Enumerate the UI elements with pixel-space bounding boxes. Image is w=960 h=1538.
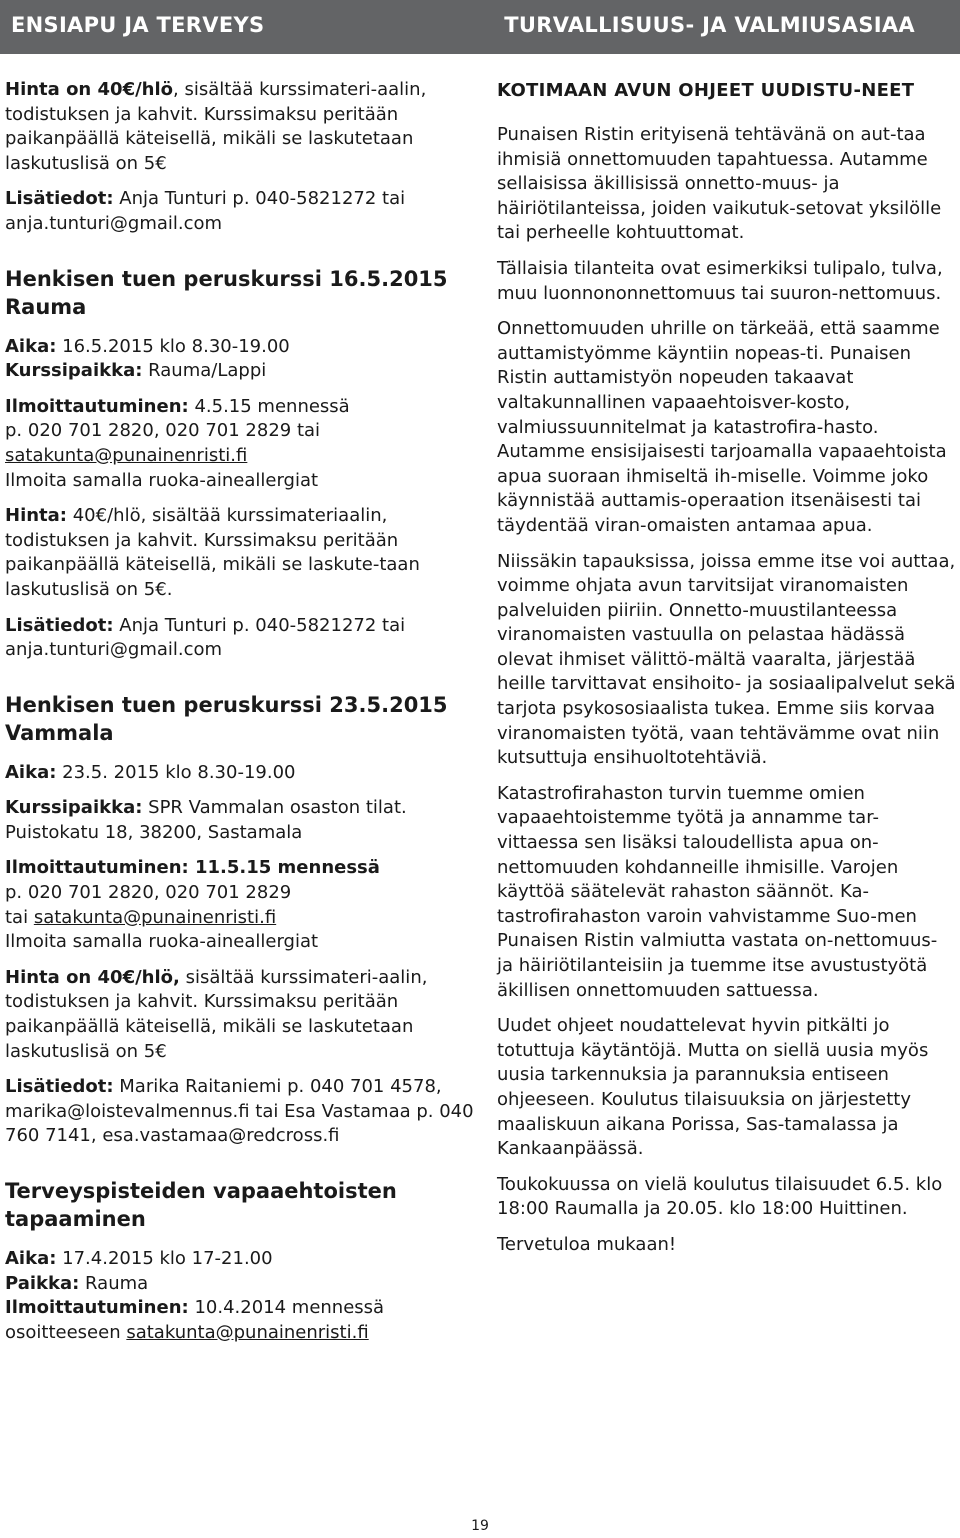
- course1-info-value: Anja Tunturi p. 040-5821272 tai anja.tunturi@gmail.com: [5, 614, 406, 661]
- course1-allergy-note: Ilmoita samalla ruoka-aineallergiat: [5, 469, 319, 491]
- course1-place: [5, 359, 475, 384]
- meeting-email-link[interactable]: satakunta@punainenristi.fi: [126, 1321, 369, 1343]
- section-title-left: ENSIAPU JA TERVEYS: [11, 13, 265, 37]
- article-paragraph-2: Tällaisia tilanteita ovat esimerkiksi tulipalo, tulva, muu luonnononnettomuus tai suuron-nettomuus.: [497, 257, 943, 304]
- course2-price-value: sisältää kurssimateri-aalin, todistuksen ja kahvit. Kurssimaksu peritään paikanpäällä käteisellä, mikäli se laskutetaan laskutuslisä on 5€: [5, 966, 428, 1062]
- course1-price-value: 40€/hlö, sisältää kurssimateriaalin, todistuksen ja kahvit. Kurssimaksu peritään paikanpäällä käteisellä, mikäli se laskute-taan laskutuslisä on 5€.: [5, 505, 420, 600]
- intro-info: [5, 187, 475, 236]
- meeting-address: [5, 1321, 475, 1346]
- intro-price-text: , sisältää kurssimateri-aalin, todistuksen ja kahvit. Kurssimaksu peritään paikanpäällä käteisellä, mikäli se laskutetaan laskutuslisä on 5€: [5, 79, 427, 174]
- course2-time: [5, 761, 475, 786]
- course2-reg-email-link[interactable]: satakunta@punainenristi.fi: [33, 906, 277, 928]
- article-paragraph-5: Katastrofirahaston turvin tuemme omien vapaaehtoistemme työtä ja annamme tar-vittaessa sen lisäksi taloudellista apua on-nettomuuden kohdanneille ihmisille. Varojen käyttöä säätelevät rahaston säännöt. Ka-tastrofirahaston varoin vahvistamme Suo-men Punaisen Ristin valmiutta vastata on-nettomuus- ja häiriötilanteisiin ja tuemme itse avustustyötä äkillisen onnettomuuden sattuessa.: [497, 782, 938, 1001]
- course1-title: Henkisen tuen peruskurssi 16.5.2015 Rauma: [5, 266, 448, 319]
- course1-time-value: 16.5.2015 klo 8.30-19.00: [62, 335, 290, 357]
- course1-reg-label: Ilmoittautuminen:: [5, 395, 189, 417]
- course1-time-label: Aika:: [5, 335, 57, 357]
- course1-reg-phone: p. 020 701 2820, 020 701 2829 tai: [5, 420, 321, 442]
- course1-registration: [5, 395, 475, 420]
- article-heading: KOTIMAAN AVUN OHJEET UUDISTU-NEET: [497, 80, 915, 101]
- course1-info: [5, 614, 475, 663]
- course1-place-label: Kurssipaikka:: [5, 360, 143, 382]
- course1-reg-email-row: [5, 444, 475, 469]
- course1-time: [5, 335, 475, 360]
- course2-info: [5, 1075, 475, 1149]
- meeting-place: [5, 1272, 475, 1297]
- course1-place-value: Rauma/Lappi: [148, 360, 267, 382]
- intro-info-label: Lisätiedot:: [5, 188, 114, 210]
- course2-title: Henkisen tuen peruskurssi 23.5.2015 Vammala: [5, 692, 448, 745]
- meeting-place-value: Rauma: [85, 1272, 149, 1294]
- article-paragraph-1: Punaisen Ristin erityisenä tehtävänä on aut-taa ihmisiä onnettomuuden tapahtuessa. Autamme sellaisissa äkillisissä onnetto-muus- ja häiriötilanteissa, joiden vaikutuk-setovat yksilölle tai perheelle kohtuuttomat.: [497, 124, 942, 244]
- article-paragraph-8: Tervetuloa mukaan!: [497, 1233, 677, 1255]
- course2-reg-phone: p. 020 701 2820, 020 701 2829: [5, 882, 292, 904]
- intro-price: [5, 78, 475, 176]
- meeting-registration: [5, 1296, 475, 1321]
- page-number: 19: [471, 1518, 489, 1534]
- course2-reg-email-row: [5, 906, 475, 931]
- meeting-reg-value: 10.4.2014 mennessä: [194, 1297, 385, 1319]
- article-paragraph-3: Onnettomuuden uhrille on tärkeää, että saamme auttamistyömme käyntiin nopeas-ti. Punaisen Ristin auttamistyön nopeuden takaavat valtakunnallinen vapaaehtoisver-kosto, valmiussuunnitelmat ja katastrofira-hasto. Autamme ensisijaisesti tarjoamalla vapaaehtoista apua suoraan ihmiseltä ih-miselle. Voimme joko käynnistää auttamis-operaation itsenäisesti tai täydentää viran-omaisten antamaa apua.: [497, 318, 947, 536]
- intro-info-text: Anja Tunturi p. 040-5821272 tai anja.tunturi@gmail.com: [5, 188, 406, 234]
- course1-price: [5, 504, 475, 602]
- meeting-title: Terveyspisteiden vapaaehtoisten tapaaminen: [5, 1179, 397, 1231]
- course1-reg-value: 4.5.15 mennessä: [194, 395, 350, 417]
- course2-place-label: Kurssipaikka:: [5, 797, 143, 819]
- section-header-bar: [0, 0, 960, 54]
- course2-price: [5, 966, 475, 1064]
- course2-registration: [5, 856, 475, 881]
- right-column: [497, 78, 957, 1269]
- course2-place-value: SPR Vammalan osaston tilat. Puistokatu 18, 38200, Sastamala: [5, 797, 407, 843]
- course2-reg-or: tai: [5, 906, 29, 928]
- course2-place: [5, 796, 475, 845]
- section-title-right: TURVALLISUUS- JA VALMIUSASIAA: [504, 13, 915, 37]
- meeting-address-text: osoitteeseen: [5, 1321, 121, 1343]
- course2-allergy-note: Ilmoita samalla ruoka-aineallergiat: [5, 931, 319, 953]
- article-paragraph-7: Toukokuussa on vielä koulutus tilaisuudet 6.5. klo 18:00 Raumalla ja 20.05. klo 18:00 Huittinen.: [497, 1173, 943, 1220]
- course2-info-value: Marika Raitaniemi p. 040 701 4578, marika@loistevalmennus.fi tai Esa Vastamaa p. 040 760 7141, esa.vastamaa@redcross.fi: [5, 1076, 474, 1147]
- article-paragraph-4: Niissäkin tapauksissa, joissa emme itse voi auttaa, voimme ohjata avun tarvitsijat viranomaisten palveluiden piiriin. Onnetto-muustilanteessa viranomaisten vastuulla on pelastaa hädässä olevat ihmiset välittö-mältä vaaralta, järjestää heille tarvittavat ensihoito- ja sosiaalipalvelut sekä tarjota psykososiaalista tukea. Emme siis korvaa viranomaisten työtä, vaan tehtävämme ovat niin kutsuttuja ensihuoltotehtäviä.: [497, 550, 956, 769]
- article-paragraph-6: Uudet ohjeet noudattelevat hyvin pitkälti jo totuttuja käytäntöjä. Mutta on siellä uusia myös uusia tarkennuksia ja parannuksia entiseen ohjeeseen. Koulutus tilaisuuksia on järjestetty maaliskuun aikana Porissa, Sas-tamalassa ja Kankaanpäässä.: [497, 1015, 929, 1160]
- meeting-reg-label: Ilmoittautuminen:: [5, 1297, 189, 1319]
- course2-time-value: 23.5. 2015 klo 8.30-19.00: [62, 761, 296, 783]
- meeting-time-value: 17.4.2015 klo 17-21.00: [62, 1248, 273, 1269]
- course2-info-label: Lisätiedot:: [5, 1076, 114, 1098]
- course1-info-label: Lisätiedot:: [5, 614, 114, 636]
- meeting-time-label: Aika:: [5, 1248, 57, 1269]
- course2-time-label: Aika:: [5, 761, 57, 783]
- course1-price-label: Hinta:: [5, 505, 67, 527]
- left-column: [5, 78, 475, 1345]
- intro-price-label: Hinta on 40€/hlö: [5, 79, 174, 100]
- course2-price-label: Hinta on 40€/hlö,: [5, 966, 180, 988]
- course2-reg-label: Ilmoittautuminen: 11.5.15 mennessä: [5, 857, 380, 879]
- course1-reg-email-link[interactable]: satakunta@punainenristi.fi: [5, 444, 248, 466]
- meeting-place-label: Paikka:: [5, 1272, 80, 1294]
- meeting-time: [5, 1247, 475, 1272]
